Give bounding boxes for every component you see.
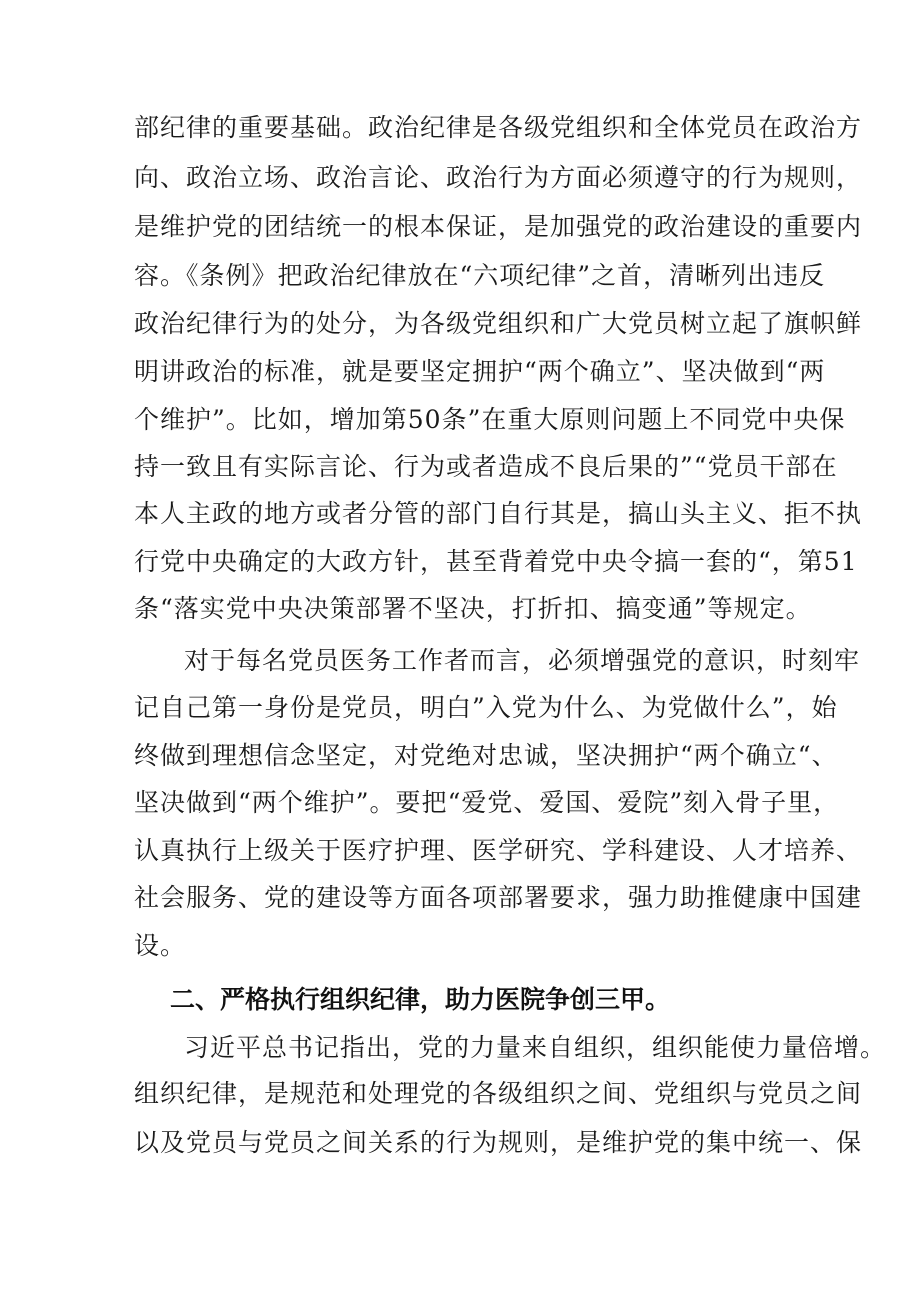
paragraph-2-line: 记自己第一身份是党员，明白”入党为什么、为党做什么”，始 bbox=[134, 693, 838, 722]
paragraph-1-line: 个维护”。比如，增加第50条”在重大原则问题上不同党中央保 bbox=[134, 405, 846, 434]
paragraph-1-line: 本人主政的地方或者分管的部门自行其是，搞山头主义、拒不执 bbox=[134, 499, 863, 528]
paragraph-2-line: 终做到理想信念坚定，对党绝对忠诚，坚决拥护“两个确立“、 bbox=[134, 741, 838, 770]
paragraph-1-line: 容。《条例》把政治纪律放在“六项纪律”之首，清晰列出违反 bbox=[134, 261, 826, 290]
paragraph-1-line: 行党中央确定的大政方针，甚至背着党中央令搞一套的“，第51 bbox=[134, 547, 858, 576]
paragraph-3-line: 以及党员与党员之间关系的行为规则，是维护党的集中统一、保 bbox=[134, 1128, 863, 1157]
paragraph-1-line: 向、政治立场、政治言论、政治行为方面必须遵守的行为规则， bbox=[134, 163, 863, 192]
paragraph-2-line: 对于每名党员医务工作者而言，必须增强党的意识，时刻牢 bbox=[184, 646, 861, 675]
section-heading: 二、严格执行组织纪律，助力医院争创三甲。 bbox=[170, 985, 671, 1014]
paragraph-1-line: 明讲政治的标准，就是要坚定拥护“两个确立”、坚决做到“两 bbox=[134, 357, 826, 386]
paragraph-1-line: 持一致且有实际言论、行为或者造成不良后果的”“党员干部在 bbox=[134, 452, 838, 481]
paragraph-2-line: 社会服务、党的建设等方面各项部署要求，强力助推健康中国建 bbox=[134, 883, 863, 912]
paragraph-1-line: 条“落实党中央决策部署不坚决，打折扣、搞变通”等规定。 bbox=[134, 594, 812, 623]
paragraph-2-line: 设。 bbox=[134, 931, 187, 960]
paragraph-2-line: 认真执行上级关于医疗护理、医学研究、学科建设、人才培养、 bbox=[134, 836, 863, 865]
paragraph-1-line: 是维护党的团结统一的根本保证，是加强党的政治建设的重要内 bbox=[134, 212, 863, 241]
paragraph-1-line: 部纪律的重要基础。政治纪律是各级党组织和全体党员在政治方 bbox=[134, 113, 863, 142]
paragraph-3-line: 组织纪律，是规范和处理党的各级组织之间、党组织与党员之间 bbox=[134, 1079, 863, 1108]
paragraph-3-line: 习近平总书记指出，党的力量来自组织，组织能使力量倍增。 bbox=[184, 1033, 887, 1062]
paragraph-2-line: 坚决做到“两个维护”。要把“爱党、爱国、爱院”刻入骨子里， bbox=[134, 788, 840, 817]
paragraph-1-line: 政治纪律行为的处分，为各级党组织和广大党员树立起了旗帜鲜 bbox=[134, 309, 863, 338]
